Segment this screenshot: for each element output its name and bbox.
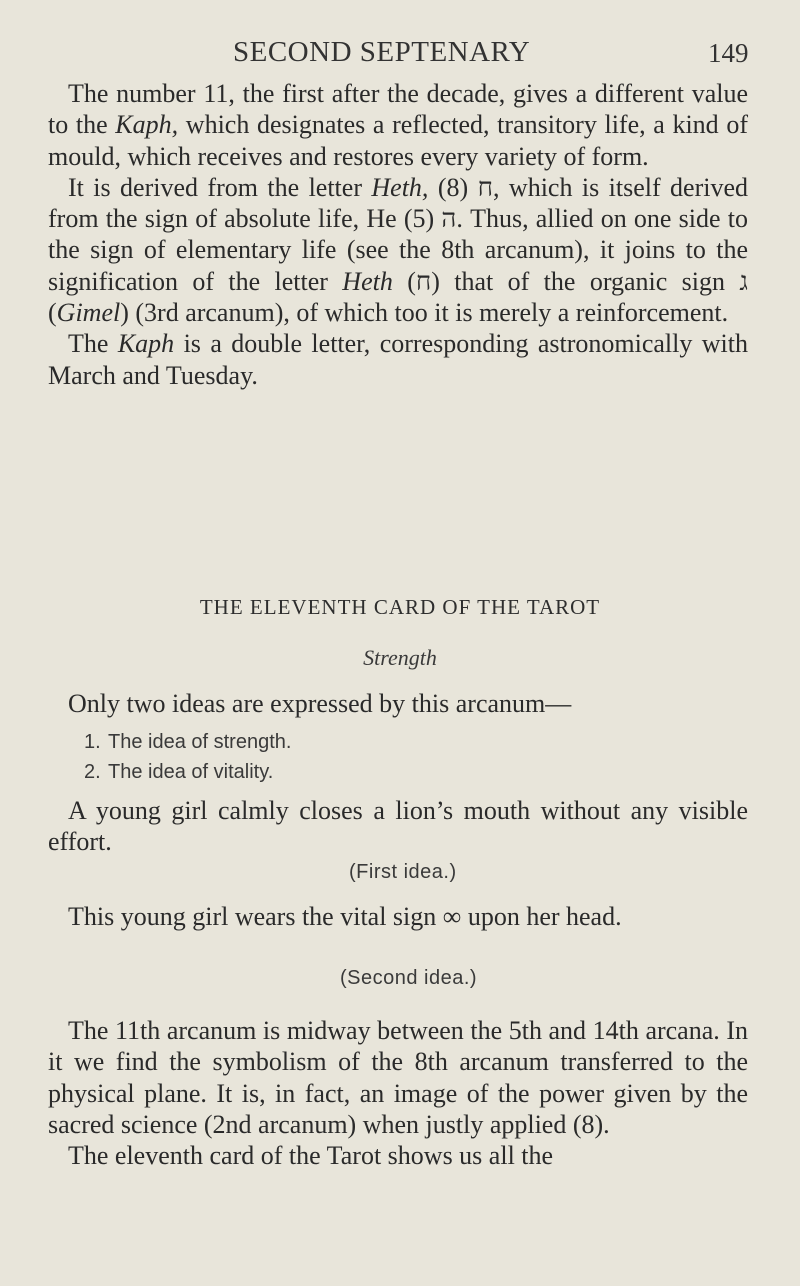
italic-term: Kaph — [117, 329, 175, 359]
italic-term: Heth, — [371, 172, 429, 202]
list-item — [84, 757, 291, 787]
body-text — [48, 78, 748, 391]
list-item — [84, 727, 291, 757]
closing-text — [48, 1015, 748, 1171]
text-run: is a double letter, corresponding astronomically with March and Tuesday. — [48, 329, 748, 390]
list-number: 1. — [84, 731, 101, 753]
page-header — [0, 36, 800, 76]
list-text: The idea of strength. — [108, 731, 292, 753]
paragraph: The 11th arcanum is midway between the 5th and 14th arcana. In it we find the symbolism of the 8th arcanum transferred to the physical plane. It is, in fact, an image of the power given by the sacred science (2nd arcanum) when justly applied (8). — [48, 1016, 748, 1139]
italic-term: Gimel — [56, 298, 121, 328]
italic-term: Heth — [342, 266, 393, 296]
first-idea — [48, 795, 748, 858]
text-run: ח (8), which is itself derived from the sign of absolute life, He ה (5). Thus, allied on one side to the sign of elementary life (see the 8th arcanum), it joins to the signification of the letter — [48, 172, 748, 296]
text-run: It is derived from the letter — [68, 172, 372, 202]
paragraph: A young girl calmly closes a lion’s mouth without any visible effort. — [48, 796, 748, 857]
text-run: which designates a reflected, transitory life, a kind of mould, which receives and restores every variety of form. — [48, 110, 748, 171]
second-idea-note: (Second idea.) — [340, 967, 478, 989]
second-idea — [48, 901, 748, 932]
text-run: (ח) that of the organic sign ג ( — [48, 266, 748, 328]
running-head: SECOND SEPTENARY — [233, 36, 531, 68]
paragraph: This young girl wears the vital sign ∞ upon her head. — [68, 902, 622, 931]
paragraph: Only two ideas are expressed by this arcanum— — [68, 689, 572, 718]
text-run: The number 11, the first after the decade, gives a different value to the — [48, 79, 748, 140]
list-text: The idea of vitality. — [108, 761, 274, 783]
section-subtitle: Strength — [363, 645, 437, 670]
paragraph — [48, 172, 748, 328]
page-number: 149 — [708, 38, 749, 68]
text-run: The — [68, 329, 118, 359]
text-run: ) (3rd arcanum), of which too it is merely a reinforcement. — [120, 298, 729, 328]
paragraph — [48, 78, 748, 172]
ideas-list — [84, 727, 291, 787]
section-title: THE ELEVENTH CARD OF THE TAROT — [199, 595, 601, 619]
list-number: 2. — [84, 761, 101, 783]
paragraph — [48, 328, 748, 391]
section-intro — [48, 688, 748, 719]
first-idea-note: (First idea.) — [349, 861, 457, 883]
paragraph: The eleventh card of the Tarot shows us all the — [68, 1141, 554, 1171]
italic-term: Kaph, — [115, 110, 179, 140]
